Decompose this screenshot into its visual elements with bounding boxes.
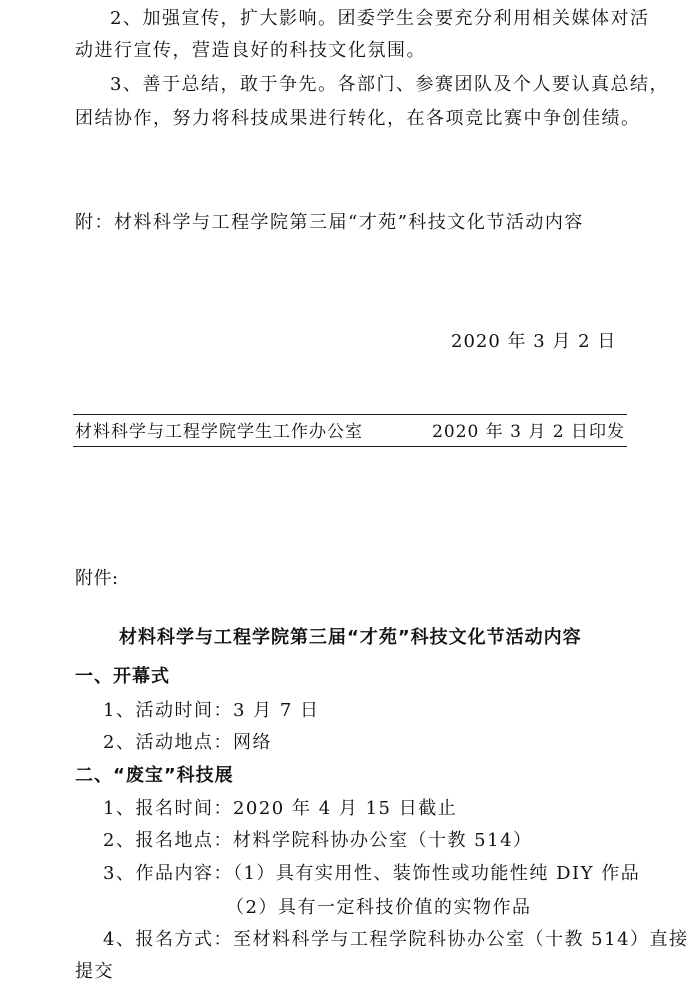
attachment-note: 附：材料科学与工程学院第三届“才苑”科技文化节活动内容 — [75, 212, 584, 233]
notice-item-2-line-1: 2、加强宣传，扩大影响。团委学生会要充分利用相关媒体对活 — [110, 8, 650, 29]
section-2-item-3-line-1: 3、作品内容：（1）具有实用性、装饰性或功能性纯 DIY 作品 — [103, 863, 641, 884]
notice-item-3-line-2: 团结协作，努力将科技成果进行转化，在各项竞比赛中争创佳绩。 — [75, 108, 641, 129]
footer-issued-date: 2020 年 3 月 2 日印发 — [432, 422, 625, 442]
footer-issuer: 材料科学与工程学院学生工作办公室 — [75, 422, 363, 442]
section-1-item-1: 1、活动时间：3 月 7 日 — [103, 700, 320, 721]
section-2-item-3-line-2: （2）具有一定科技价值的实物作品 — [226, 897, 532, 918]
section-2-item-4-line-2: 提交 — [75, 961, 114, 982]
notice-item-3-line-1: 3、善于总结，敢于争先。各部门、参赛团队及个人要认真总结， — [110, 74, 669, 95]
attachment-label: 附件: — [75, 568, 119, 589]
section-2-item-1: 1、报名时间：2020 年 4 月 15 日截止 — [103, 798, 458, 819]
section-2-heading: 二、“废宝”科技展 — [75, 765, 234, 786]
section-1-heading: 一、开幕式 — [75, 666, 170, 687]
footer-top-rule — [73, 414, 627, 415]
notice-date: 2020 年 3 月 2 日 — [451, 331, 617, 352]
notice-item-2-line-2: 动进行宣传，营造良好的科技文化氛围。 — [75, 40, 426, 61]
section-2-item-2: 2、报名地点：材料学院科协办公室（十教 514） — [103, 830, 533, 851]
section-1-item-2: 2、活动地点：网络 — [103, 732, 272, 753]
attachment-title: 材料科学与工程学院第三届“才苑”科技文化节活动内容 — [119, 627, 582, 648]
section-2-item-4-line-1: 4、报名方式：至材料科学与工程学院科协办公室（十教 514）直接 — [103, 929, 689, 950]
footer-bottom-rule — [73, 446, 627, 447]
